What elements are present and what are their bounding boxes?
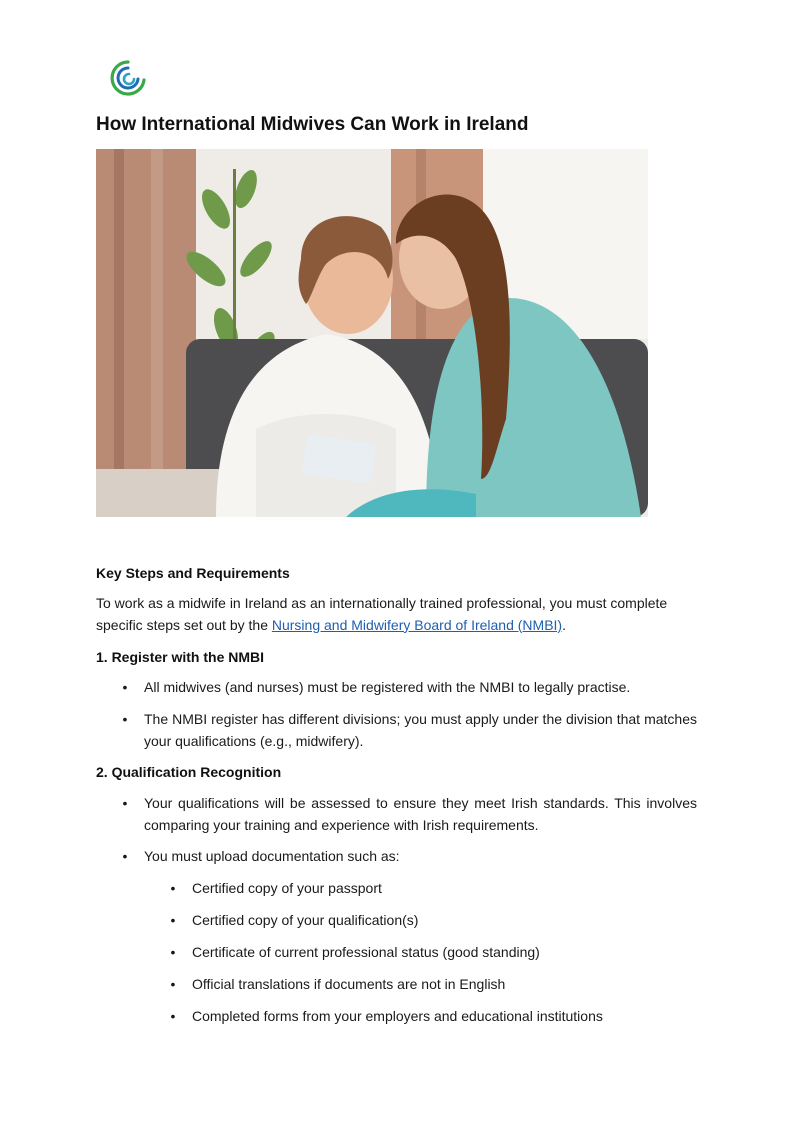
sub-list-item-text: Certified copy of your qualification(s) (192, 912, 419, 928)
nmbi-link[interactable]: Nursing and Midwifery Board of Ireland (NMBI) (271, 616, 563, 633)
bullet-icon: • (122, 679, 128, 695)
list-item-text: You must upload documentation such as: (144, 848, 400, 864)
company-logo-icon (108, 58, 148, 98)
list-item (122, 677, 697, 699)
bullet-icon: • (170, 912, 176, 928)
list-item-text: Your qualifications will be assessed to ensure they meet Irish standards. This involves comparing your training and experience with Irish requirements. (144, 795, 697, 833)
sub-list-item (170, 910, 697, 932)
list-item (122, 709, 697, 752)
sub-list-item (170, 1006, 697, 1028)
sub-list-item-text: Official translations if documents are not in English (192, 976, 506, 992)
sub-list-item-text: Certificate of current professional status (good standing) (192, 944, 540, 960)
sub-list-item (170, 942, 697, 964)
bullet-icon: • (170, 1008, 176, 1024)
list-item (122, 793, 697, 836)
page-title: How International Midwives Can Work in Ireland (96, 114, 529, 135)
list-item-text: All midwives (and nurses) must be registered with the NMBI to legally practise. (144, 679, 631, 695)
list-item (122, 846, 697, 868)
bullet-icon: • (170, 944, 176, 960)
sub-list-item (170, 878, 697, 900)
hero-photo (96, 149, 648, 517)
step1-heading: 1. Register with the NMBI (96, 649, 265, 665)
list-item-text: The NMBI register has different divisions; you must apply under the division that matches your qualifications (e.g., midwifery). (144, 711, 697, 749)
intro-text: To work as a midwife in Ireland as an internationally trained professional, you must complete specific steps set out by the (96, 595, 668, 633)
bullet-icon: • (170, 976, 176, 992)
intro-text-end: . (562, 616, 566, 633)
bullet-icon: • (122, 711, 128, 727)
midwife-with-patient-image (96, 149, 648, 517)
step2-heading: 2. Qualification Recognition (96, 764, 282, 780)
sub-list-item-text: Completed forms from your employers and educational institutions (192, 1008, 603, 1024)
bullet-icon: • (122, 795, 128, 811)
intro-paragraph (96, 593, 698, 636)
sub-list-item-text: Certified copy of your passport (192, 880, 382, 896)
bullet-icon: • (170, 880, 176, 896)
sub-list-item (170, 974, 697, 996)
bullet-icon: • (122, 848, 128, 864)
section-heading: Key Steps and Requirements (96, 565, 290, 581)
